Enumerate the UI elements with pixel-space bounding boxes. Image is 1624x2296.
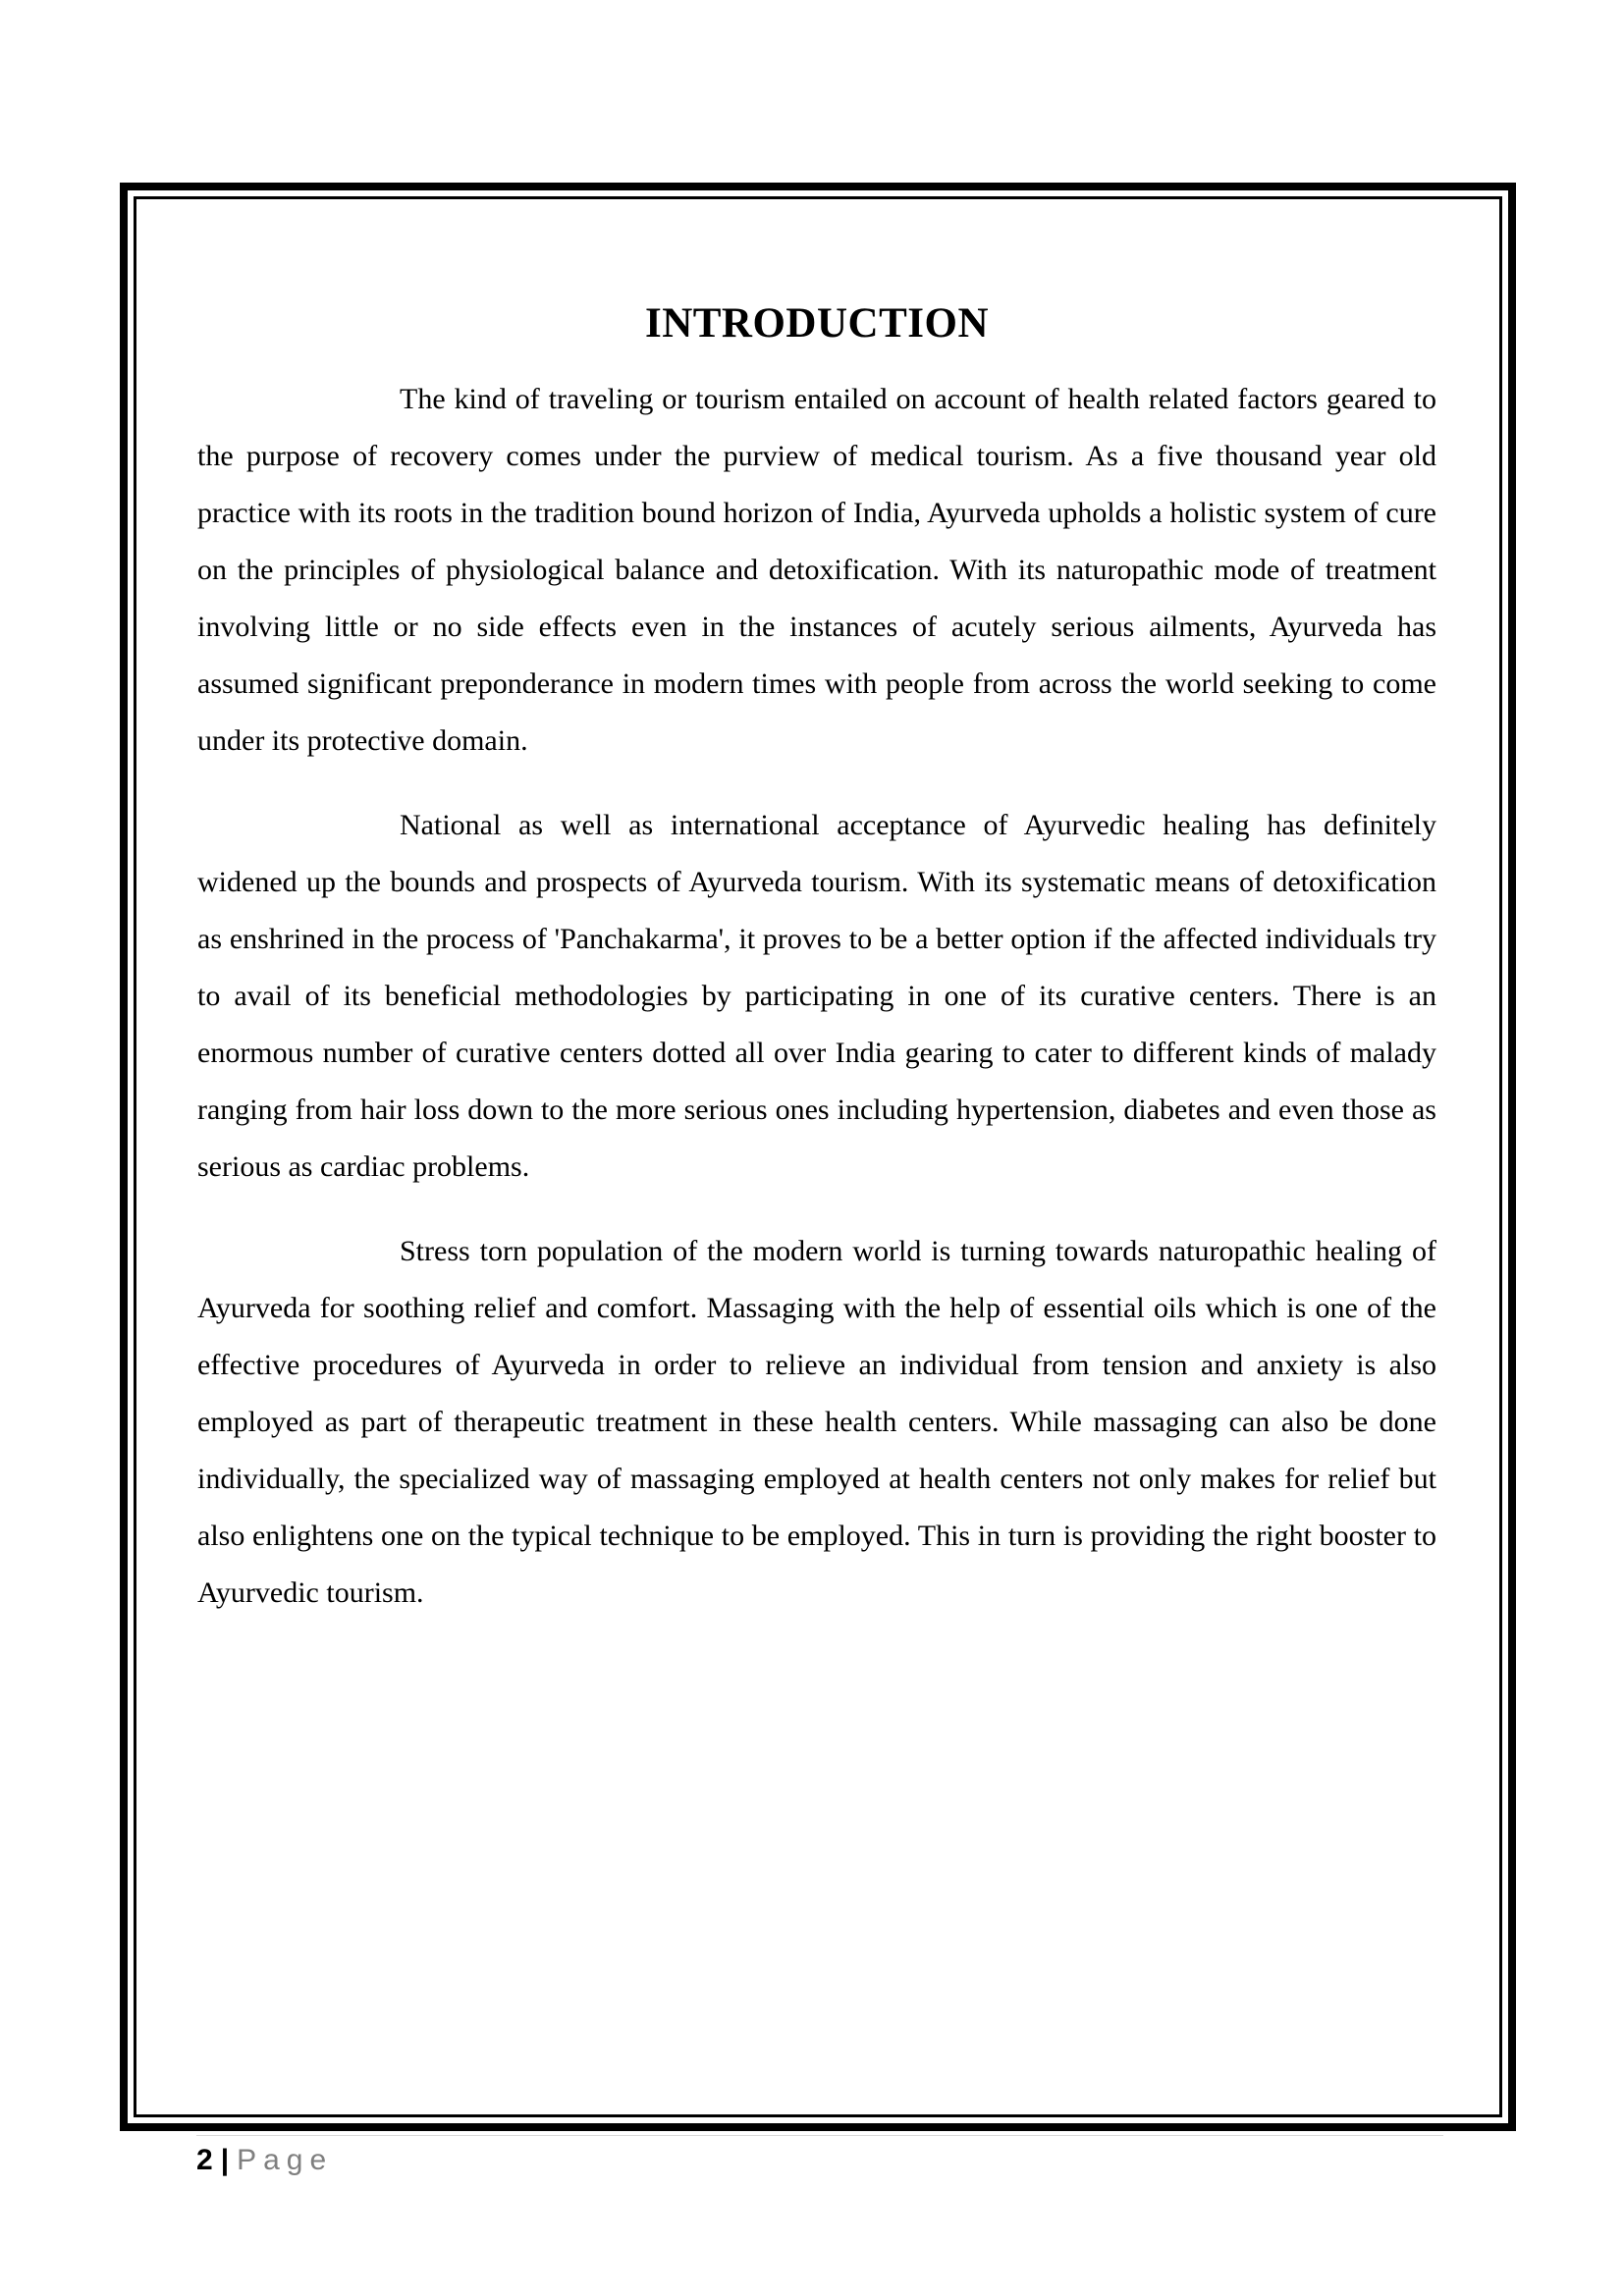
page-title: INTRODUCTION bbox=[644, 300, 990, 347]
footer-divider bbox=[196, 2135, 1443, 2136]
page-number: 2 bbox=[196, 2144, 213, 2176]
paragraph-3: Stress torn population of the modern world is turning towards naturopathic healing of Ayurveda for soothing relief and comfort. Massaging with the help of essential oils which is one of the effective procedures of Ayurveda in order to relieve an individual from tension and anxiety is also employed as part of therapeutic treatment in these health centers. While massaging can also be done individually, the specialized way of massaging employed at health centers not only makes for relief but also enlightens one on the typical technique to be employed. This in turn is providing the right booster to Ayurvedic tourism. bbox=[197, 1235, 1436, 1609]
page-footer bbox=[196, 2141, 333, 2180]
paragraph-2: National as well as international acceptance of Ayurvedic healing has definitely widened up the bounds and prospects of Ayurveda tourism. With its systematic means of detoxification as enshrined in the process of 'Panchakarma', it proves to be a better option if the affected individuals try to avail of its beneficial methodologies by participating in one of its curative centers. There is an enormous number of curative centers dotted all over India gearing to cater to different kinds of malady ranging from hair loss down to the more serious ones including hypertension, diabetes and even those as serious as cardiac problems. bbox=[197, 809, 1436, 1183]
paragraph-1: The kind of traveling or tourism entailed on account of health related factors geared to the purpose of recovery comes under the purview of medical tourism. As a five thousand year old practice with its roots in the tradition bound horizon of India, Ayurveda upholds a holistic system of cure on the principles of physiological balance and detoxification. With its naturopathic mode of treatment involving little or no side effects even in the instances of acutely serious ailments, Ayurveda has assumed significant preponderance in modern times with people from across the world seeking to come under its protective domain. bbox=[197, 383, 1436, 757]
footer-separator: | bbox=[220, 2144, 230, 2176]
page-content bbox=[197, 294, 1436, 1649]
page-label: Page bbox=[237, 2144, 334, 2176]
